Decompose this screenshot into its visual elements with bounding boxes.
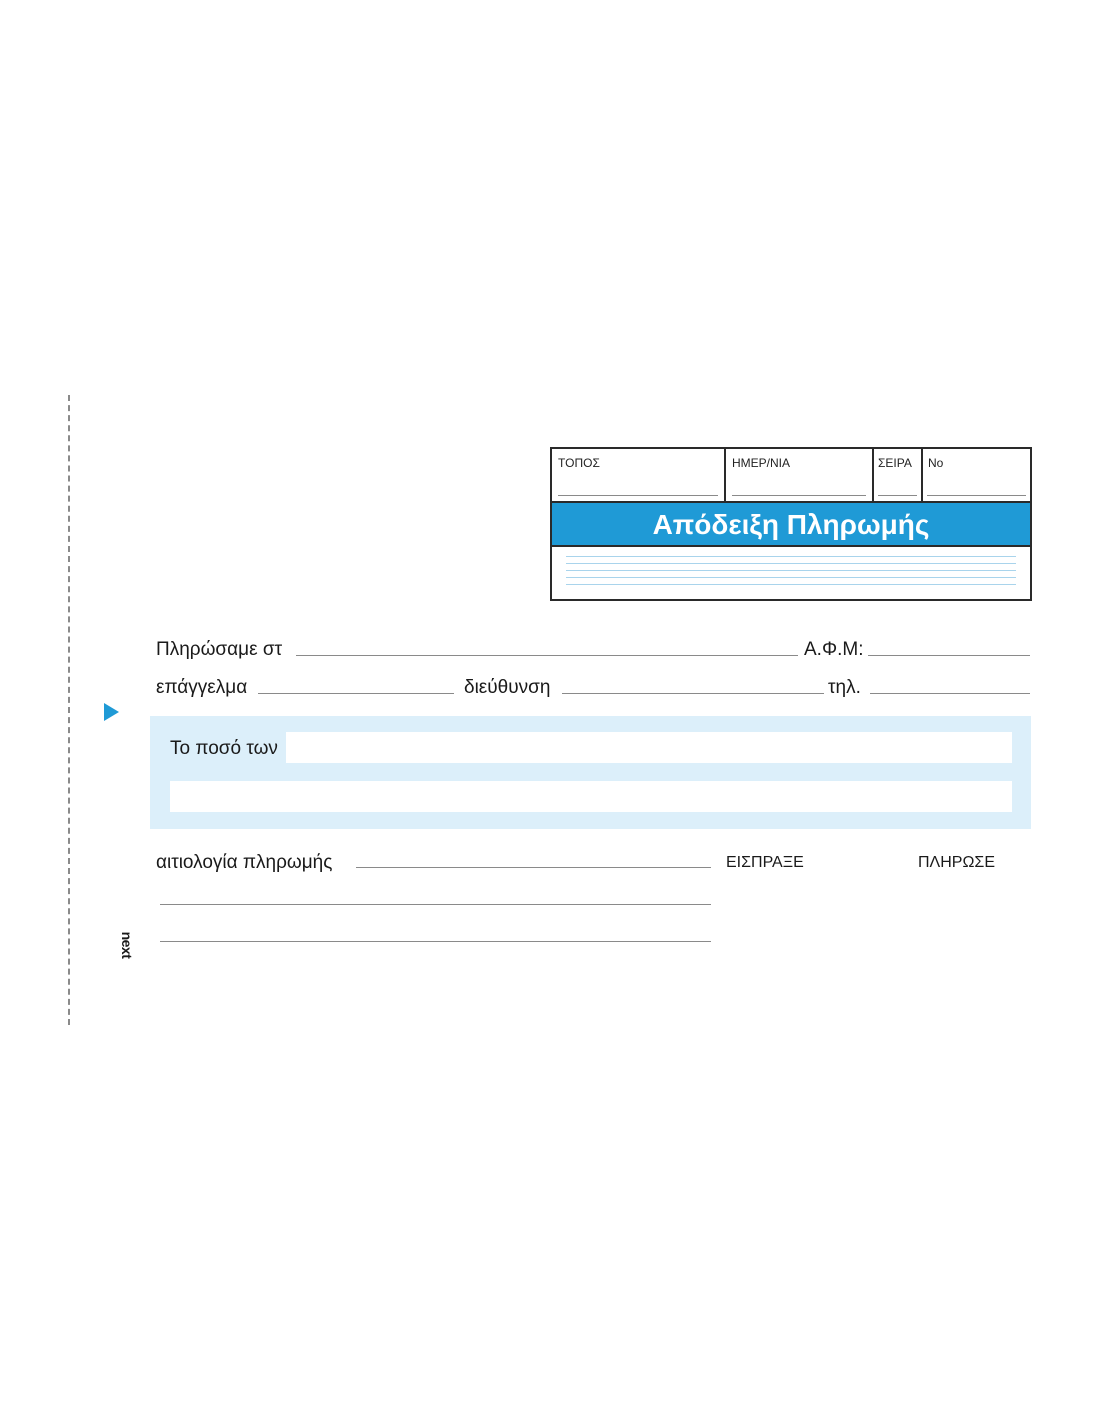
profession-label: επάγγελμα [156,677,248,698]
vat-label: Α.Φ.Μ: [804,639,864,660]
number-cell[interactable] [923,449,1030,501]
number-label: No [928,456,944,470]
paid-by-label: ΠΛΗΡΩΣΕ [918,854,995,871]
date-field-line [732,495,866,496]
address-label: διεύθυνση [464,677,551,698]
paid-to-label: Πληρώσαμε στ [156,639,283,660]
paid-to-field[interactable] [296,655,798,656]
profession-field[interactable] [258,693,454,694]
header-fields-row [552,449,1030,503]
number-field-line [927,495,1026,496]
date-label: ΗΜΕΡ/ΝΙΑ [732,456,791,470]
series-field-line [878,495,917,496]
amount-box [150,716,1031,829]
date-cell[interactable] [726,449,874,501]
series-label: ΣΕΙΡΑ [878,456,912,470]
receipt-title: Απόδειξη Πληρωμής [552,503,1030,547]
ruled-lines [566,556,1016,591]
place-label: ΤΟΠΟΣ [558,456,600,470]
receipt-header-box [550,447,1032,601]
amount-label: Το ποσό των [170,738,278,759]
reason-field-3[interactable] [160,941,711,942]
series-cell[interactable] [874,449,923,501]
tear-arrow-icon [104,703,119,721]
reason-field-1[interactable] [356,867,711,868]
reason-label: αιτιολογία πληρωμής [156,852,333,873]
vat-field[interactable] [868,655,1030,656]
perforation-line [68,395,70,1025]
phone-field[interactable] [870,693,1030,694]
amount-field-1[interactable] [286,732,1012,763]
reason-field-2[interactable] [160,904,711,905]
address-field[interactable] [562,693,824,694]
amount-field-2[interactable] [170,781,1012,812]
brand-logo: next [119,931,135,959]
place-cell[interactable] [552,449,726,501]
phone-label: τηλ. [828,677,861,698]
received-by-label: ΕΙΣΠΡΑΞΕ [726,854,804,871]
place-field-line [558,495,718,496]
